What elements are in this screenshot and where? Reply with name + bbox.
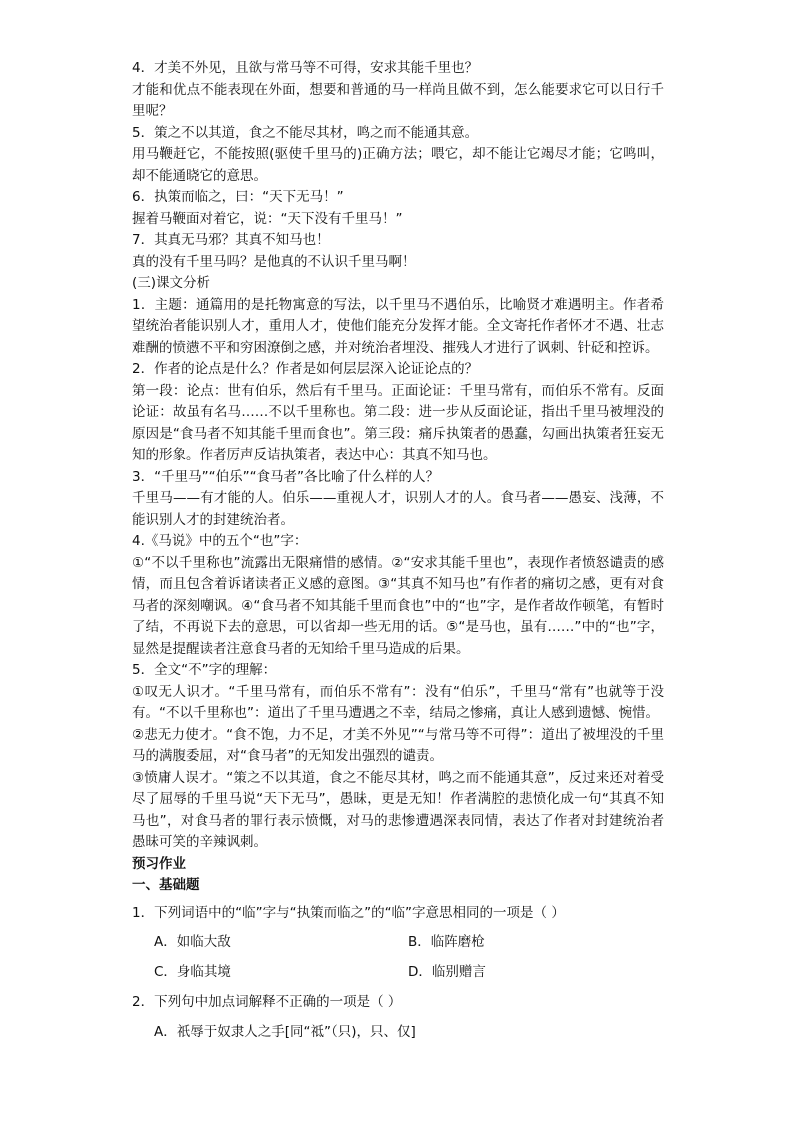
question-2: 2．下列句中加点词解释不正确的一项是（ ）	[132, 994, 402, 1010]
paragraph-bu-2: ②悲无力使才。“食不饱，力不足，才美不外见”“与常马等不可得”：道出了被埋没的千里马的满腹委屈，对“食马者”的无知发出强烈的谴责。	[132, 726, 664, 764]
document-page	[132, 58, 664, 1044]
q2-options-row-1	[132, 1014, 664, 1044]
homework-title: 预习作业	[132, 855, 186, 872]
q1-option-b[interactable]: B．临阵磨枪	[408, 934, 485, 950]
q1-options-row-1	[132, 924, 664, 954]
text-line: 6．执策而临之，曰：“天下无马！”	[132, 189, 344, 205]
paragraph-argument: 第一段：论点：世有伯乐，然后有千里马。正面论证：千里马常有，而伯乐不常有。反面论证：故虽有名马……不以千里称也。第二段：进一步从反面论证，指出千里马被埋没的原因是“食马者不知其能千里而食也”。第三段：痛斥执策者的愚蠢，勾画出执策者狂妄无知的形象。作者厉声反诘执策者，表达中心：其真不知马也。	[132, 382, 664, 463]
text-line: 真的没有千里马吗？是他真的不认识千里马啊！	[132, 253, 416, 270]
question-line: 3．“千里马”“伯乐”“食马者”各比喻了什么样的人？	[132, 468, 440, 485]
text-line: 握着马鞭面对着它，说：“天下没有千里马！”	[132, 210, 403, 227]
q2-option-a[interactable]: A．祇辱于奴隶人之手[同“祗”（只)，只、仅]	[154, 1023, 416, 1040]
text-line: 7．其真无马邪？其真不知马也！	[132, 232, 330, 248]
paragraph-ye: ①“不以千里称也”流露出无限痛惜的感情。②“安求其能千里也”，表现作者愤怒谴责的感情，而且包含着诉诸读者正义感的意图。③“其真不知马也”有作者的痛切之感，更有对食马者的深刻嘲讽。④“食马者不知其能千里而食也”中的“也”字，是作者故作顿笔，有暂时了结，不再说下去的意思，可以省却一些无用的话。⑤“是马也，虽有……”中的“也”字，显然是提醒读者注意食马者的无知给千里马造成的后果。	[132, 554, 664, 657]
section-title: 一、基础题	[132, 877, 200, 893]
q1-option-d[interactable]: D．临别赠言	[408, 964, 486, 980]
text-line: 4．才美不外见，且欲与常马等不可得，安求其能千里也？	[132, 60, 479, 76]
text-line: 才能和优点不能表现在外面，想要和普通的马一样尚且做不到，怎么能要求它可以日行千里呢？	[132, 81, 664, 119]
q1-option-c[interactable]: C．身临其境	[154, 964, 231, 980]
paragraph-bu-3: ③愤庸人误才。“策之不以其道，食之不能尽其材，鸣之而不能通其意”，反过来还对着受尽了屈辱的千里马说“天下无马”，愚昧，更是无知！作者满腔的悲愤化成一句“其真不知马也”，对食马者的罪行表示愤慨，对马的悲惨遭遇深表同情，表达了作者对封建统治者愚昧可笑的辛辣讽刺。	[132, 769, 664, 850]
text-line: 5．策之不以其道，食之不能尽其材，鸣之而不能通其意。	[132, 124, 479, 141]
section-heading: (三)课文分析	[132, 275, 211, 291]
q1-options-row-2	[132, 954, 664, 984]
question-line: 2．作者的论点是什么？作者是如何层层深入论证论点的？	[132, 361, 479, 377]
paragraph-metaphor: 千里马——有才能的人。伯乐——重视人才，识别人才的人。食马者——愚妄、浅薄，不能识别人才的封建统治者。	[132, 490, 664, 528]
q1-option-a[interactable]: A．如临大敌	[154, 934, 231, 950]
paragraph-bu-1: ①叹无人识才。“千里马常有，而伯乐不常有”：没有“伯乐”，千里马“常有”也就等于没有。“不以千里称也”：道出了千里马遭遇之不幸，结局之惨痛，真让人感到遗憾、惋惜。	[132, 683, 664, 721]
text-line: 用马鞭赶它，不能按照(驱使千里马的)正确方法；喂它，却不能让它竭尽才能；它鸣叫，却不能通晓它的意思。	[132, 146, 664, 184]
question-line: 5．全文“不”字的理解：	[132, 662, 277, 678]
question-line: 4.《马说》中的五个“也”字：	[132, 533, 308, 549]
paragraph-theme: 1．主题：通篇用的是托物寓意的写法，以千里马不遇伯乐，比喻贤才难遇明主。作者希望统治者能识别人才，重用人才，使他们能充分发挥才能。全文寄托作者怀才不遇、壮志难酬的愤懑不平和穷困潦倒之感，并对统治者埋没、摧残人才进行了讽刺、针砭和控诉。	[132, 296, 664, 356]
question-1: 1．下列词语中的“临”字与“执策而临之”的“临”字意思相同的一项是（ ）	[132, 904, 565, 921]
